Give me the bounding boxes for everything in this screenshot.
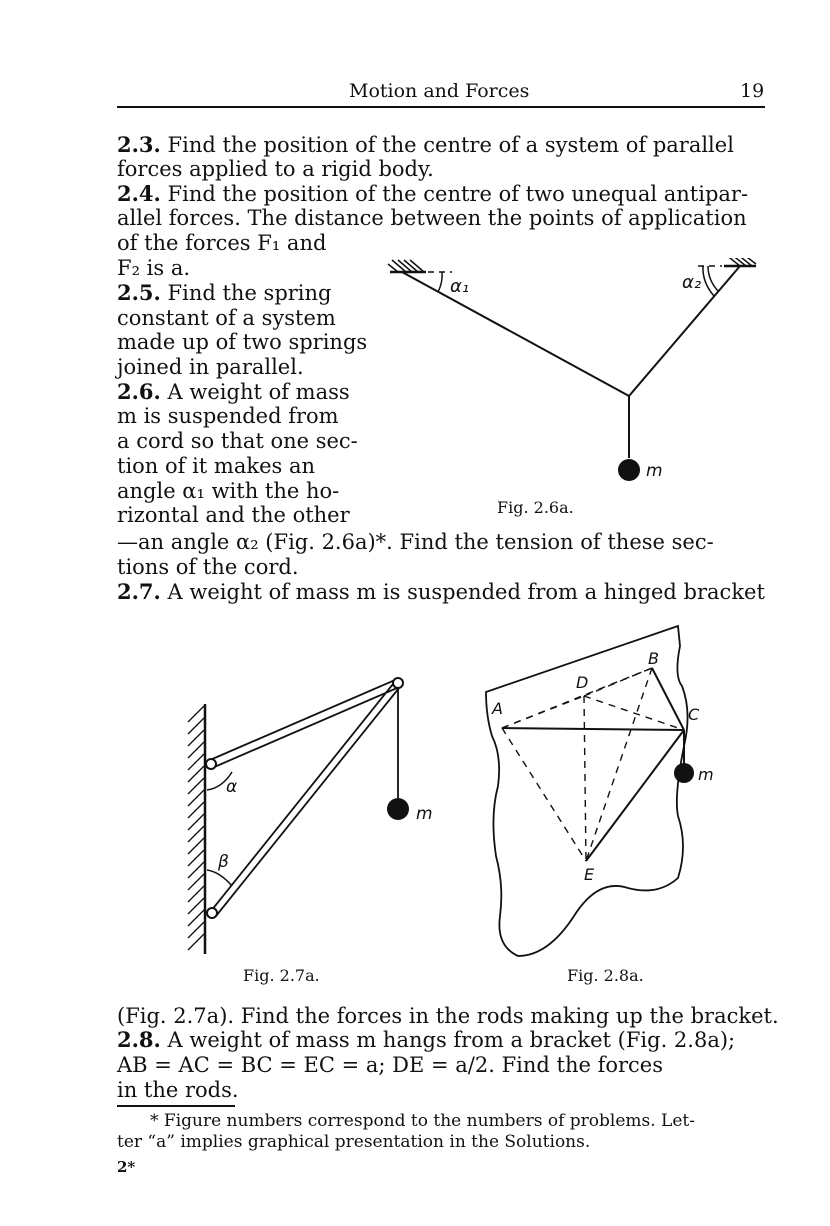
problem-2-5-line-1: [117, 281, 332, 306]
problem-2-6-line-5: angle α₁ with the ho-: [117, 479, 340, 503]
problem-number: 2.4.: [117, 181, 161, 206]
problem-2-3-line-2: forces applied to a rigid body.: [117, 157, 434, 181]
lower-rod-edge: [216, 688, 399, 916]
label-beta: β: [218, 852, 229, 872]
problem-2-5-line-2: constant of a system: [117, 306, 336, 330]
page-number: 19: [740, 80, 765, 102]
problem-text: Find the position of the centre of a system of parallel: [167, 133, 734, 157]
problem-2-4-line-3: of the forces F₁ and: [117, 231, 327, 255]
label-B: B: [648, 649, 659, 668]
figure-2-8a: [478, 616, 718, 964]
problem-number: 2.8.: [117, 1027, 161, 1052]
problem-2-8-line-2: AB = AC = BC = EC = a; DE = a/2. Find the forces: [117, 1053, 664, 1077]
footnote-line-2: ter “a” implies graphical presentation in the Solutions.: [117, 1132, 591, 1152]
problem-text: Find the spring: [167, 281, 332, 305]
rod-AC: [502, 728, 684, 730]
mass-ball: [387, 798, 409, 820]
problem-2-6-line-3: a cord so that one sec-: [117, 429, 358, 453]
label-m: m: [646, 461, 663, 481]
problem-text: A weight of mass m hangs from a bracket (Fig. 2.8a);: [167, 1028, 736, 1052]
problem-2-4-line-4: F₂ is a.: [117, 256, 191, 280]
figure-2-7a: [180, 662, 440, 962]
alpha2-arc-inner: [708, 266, 718, 291]
problem-2-4-line-1: [117, 182, 748, 207]
label-C: C: [688, 705, 700, 724]
problem-2-6-line-1: [117, 380, 350, 405]
problem-number: 2.5.: [117, 280, 161, 305]
label-alpha1: α₁: [450, 276, 470, 297]
label-alpha: α: [226, 777, 238, 797]
upper-rod-edge: [212, 688, 397, 768]
upper-rod: [210, 680, 395, 760]
problem-text: Find the position of the centre of two unequal antipar-: [167, 182, 749, 206]
rod-BC: [652, 668, 684, 730]
problem-2-8-line-1: [117, 1028, 735, 1053]
mass-ball: [674, 763, 694, 783]
problem-2-4-line-2: allel forces. The distance between the points of application: [117, 206, 747, 230]
caption-fig-2-7a: Fig. 2.7a.: [243, 966, 320, 985]
problem-number: 2.7.: [117, 579, 161, 604]
problem-2-7-line-2: (Fig. 2.7a). Find the forces in the rods making up the bracket.: [117, 1004, 779, 1028]
footnote-line-1: * Figure numbers correspond to the numbers of problems. Let-: [150, 1111, 695, 1131]
label-A: A: [492, 699, 503, 718]
problem-2-5-line-4: joined in parallel.: [117, 355, 304, 379]
problem-2-7-line-1: [117, 580, 765, 605]
label-E: E: [584, 865, 595, 884]
left-cord: [402, 272, 629, 396]
problem-2-6-line-6: rizontal and the other: [117, 503, 350, 527]
mass-ball: [618, 459, 640, 481]
label-m: m: [416, 804, 433, 824]
label-alpha2: α₂: [682, 272, 702, 293]
running-head: Motion and Forces: [349, 80, 530, 102]
problem-2-6-line-4: tion of it makes an: [117, 454, 316, 478]
problem-2-6-line-2: m is suspended from: [117, 404, 339, 428]
lower-rod: [211, 684, 393, 911]
problem-number: 2.3.: [117, 132, 161, 157]
lower-hinge: [207, 908, 217, 918]
label-m: m: [698, 765, 714, 784]
alpha1-arc: [438, 272, 442, 292]
problem-text: A weight of mass: [167, 380, 350, 404]
beta-arc: [207, 870, 232, 886]
caption-fig-2-6a: Fig. 2.6a.: [497, 498, 574, 517]
figure-2-6a: [380, 258, 780, 498]
footnote-rule: [117, 1105, 235, 1107]
upper-hinge: [206, 759, 216, 769]
caption-fig-2-8a: Fig. 2.8a.: [567, 966, 644, 985]
left-support-hatch: [388, 260, 424, 272]
problem-2-8-line-3: in the rods.: [117, 1078, 239, 1102]
problem-2-5-line-3: made up of two springs: [117, 330, 368, 354]
label-D: D: [576, 673, 589, 692]
top-hinge: [393, 678, 403, 688]
problem-2-6-line-8: tions of the cord.: [117, 555, 299, 579]
problem-2-3-line-1: [117, 133, 734, 158]
signature-mark: 2*: [117, 1158, 136, 1176]
problem-number: 2.6.: [117, 379, 161, 404]
problem-text: A weight of mass m is suspended from a hinged bracket: [167, 580, 765, 604]
wall-hatch: [188, 706, 204, 950]
problem-2-6-line-7: —an angle α₂ (Fig. 2.6a)*. Find the tension of these sec-: [117, 530, 714, 554]
header-rule: [117, 106, 765, 108]
rod-EC: [586, 730, 684, 861]
dashed-rods: [502, 668, 684, 861]
